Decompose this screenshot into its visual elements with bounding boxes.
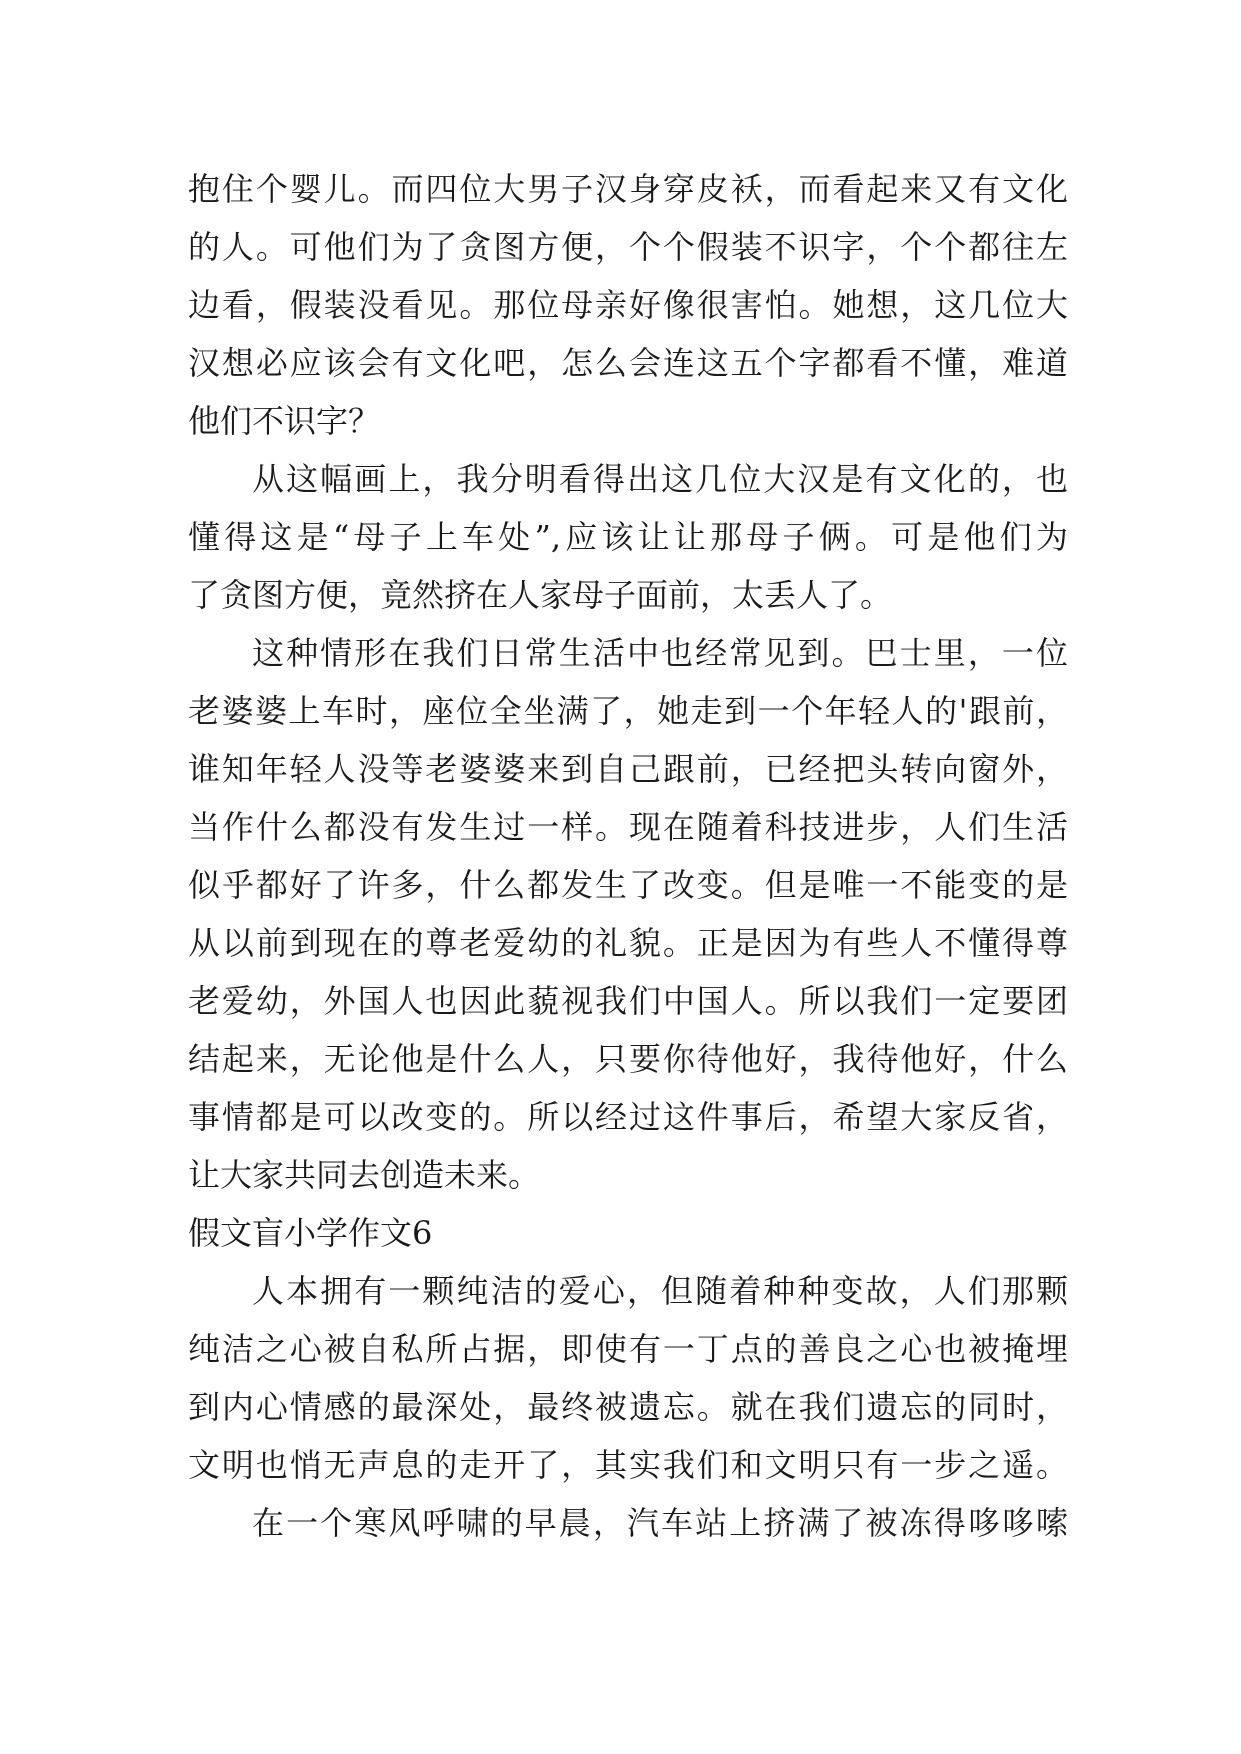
text-line: 汉想必应该会有文化吧，怎么会连这五个字都看不懂，难道 xyxy=(188,344,1068,382)
text-line: 抱住个婴儿。而四位大男子汉身穿皮袄，而看起来又有文化 xyxy=(188,170,1068,208)
text-line: 边看，假装没看见。那位母亲好像很害怕。她想，这几位大 xyxy=(188,286,1068,324)
text-line: 从这幅画上，我分明看得出这几位大汉是有文化的，也 xyxy=(252,460,1068,498)
text-line: 结起来，无论他是什么人，只要你待他好，我待他好，什么 xyxy=(188,1040,1068,1078)
text-line: 当作什么都没有发生过一样。现在随着科技进步，人们生活 xyxy=(188,808,1068,846)
text-line: 这种情形在我们日常生活中也经常见到。巴士里，一位 xyxy=(252,634,1068,672)
text-line: 了贪图方便，竟然挤在人家母子面前，太丢人了。 xyxy=(188,576,893,614)
text-line: 到内心情感的最深处，最终被遗忘。就在我们遗忘的同时， xyxy=(188,1388,1068,1426)
section-heading: 假文盲小学作文6 xyxy=(188,1214,433,1252)
text-line: 文明也悄无声息的走开了，其实我们和文明只有一步之遥。 xyxy=(188,1446,1068,1484)
text-line: 在一个寒风呼啸的早晨，汽车站上挤满了被冻得哆哆嗦 xyxy=(252,1504,1068,1542)
text-line: 谁知年轻人没等老婆婆来到自己跟前，已经把头转向窗外， xyxy=(188,750,1068,788)
text-line: 从以前到现在的尊老爱幼的礼貌。正是因为有些人不懂得尊 xyxy=(188,924,1068,962)
text-line: 老爱幼，外国人也因此藐视我们中国人。所以我们一定要团 xyxy=(188,982,1068,1020)
text-line: 人本拥有一颗纯洁的爱心，但随着种种变故，人们那颗 xyxy=(252,1272,1068,1310)
text-line: 懂得这是“母子上车处”,应该让让那母子俩。可是他们为 xyxy=(188,518,1068,556)
text-line: 让大家共同去创造未来。 xyxy=(188,1156,541,1194)
text-line: 的人。可他们为了贪图方便，个个假装不识字，个个都往左 xyxy=(188,228,1068,266)
document-body xyxy=(188,160,1068,1552)
text-line: 似乎都好了许多，什么都发生了改变。但是唯一不能变的是 xyxy=(188,866,1068,904)
text-line: 老婆婆上车时，座位全坐满了，她走到一个年轻人的'跟前， xyxy=(188,692,1068,730)
text-line: 纯洁之心被自私所占据，即使有一丁点的善良之心也被掩埋 xyxy=(188,1330,1068,1368)
text-line: 事情都是可以改变的。所以经过这件事后，希望大家反省， xyxy=(188,1098,1068,1136)
text-line: 他们不识字？ xyxy=(188,402,381,440)
